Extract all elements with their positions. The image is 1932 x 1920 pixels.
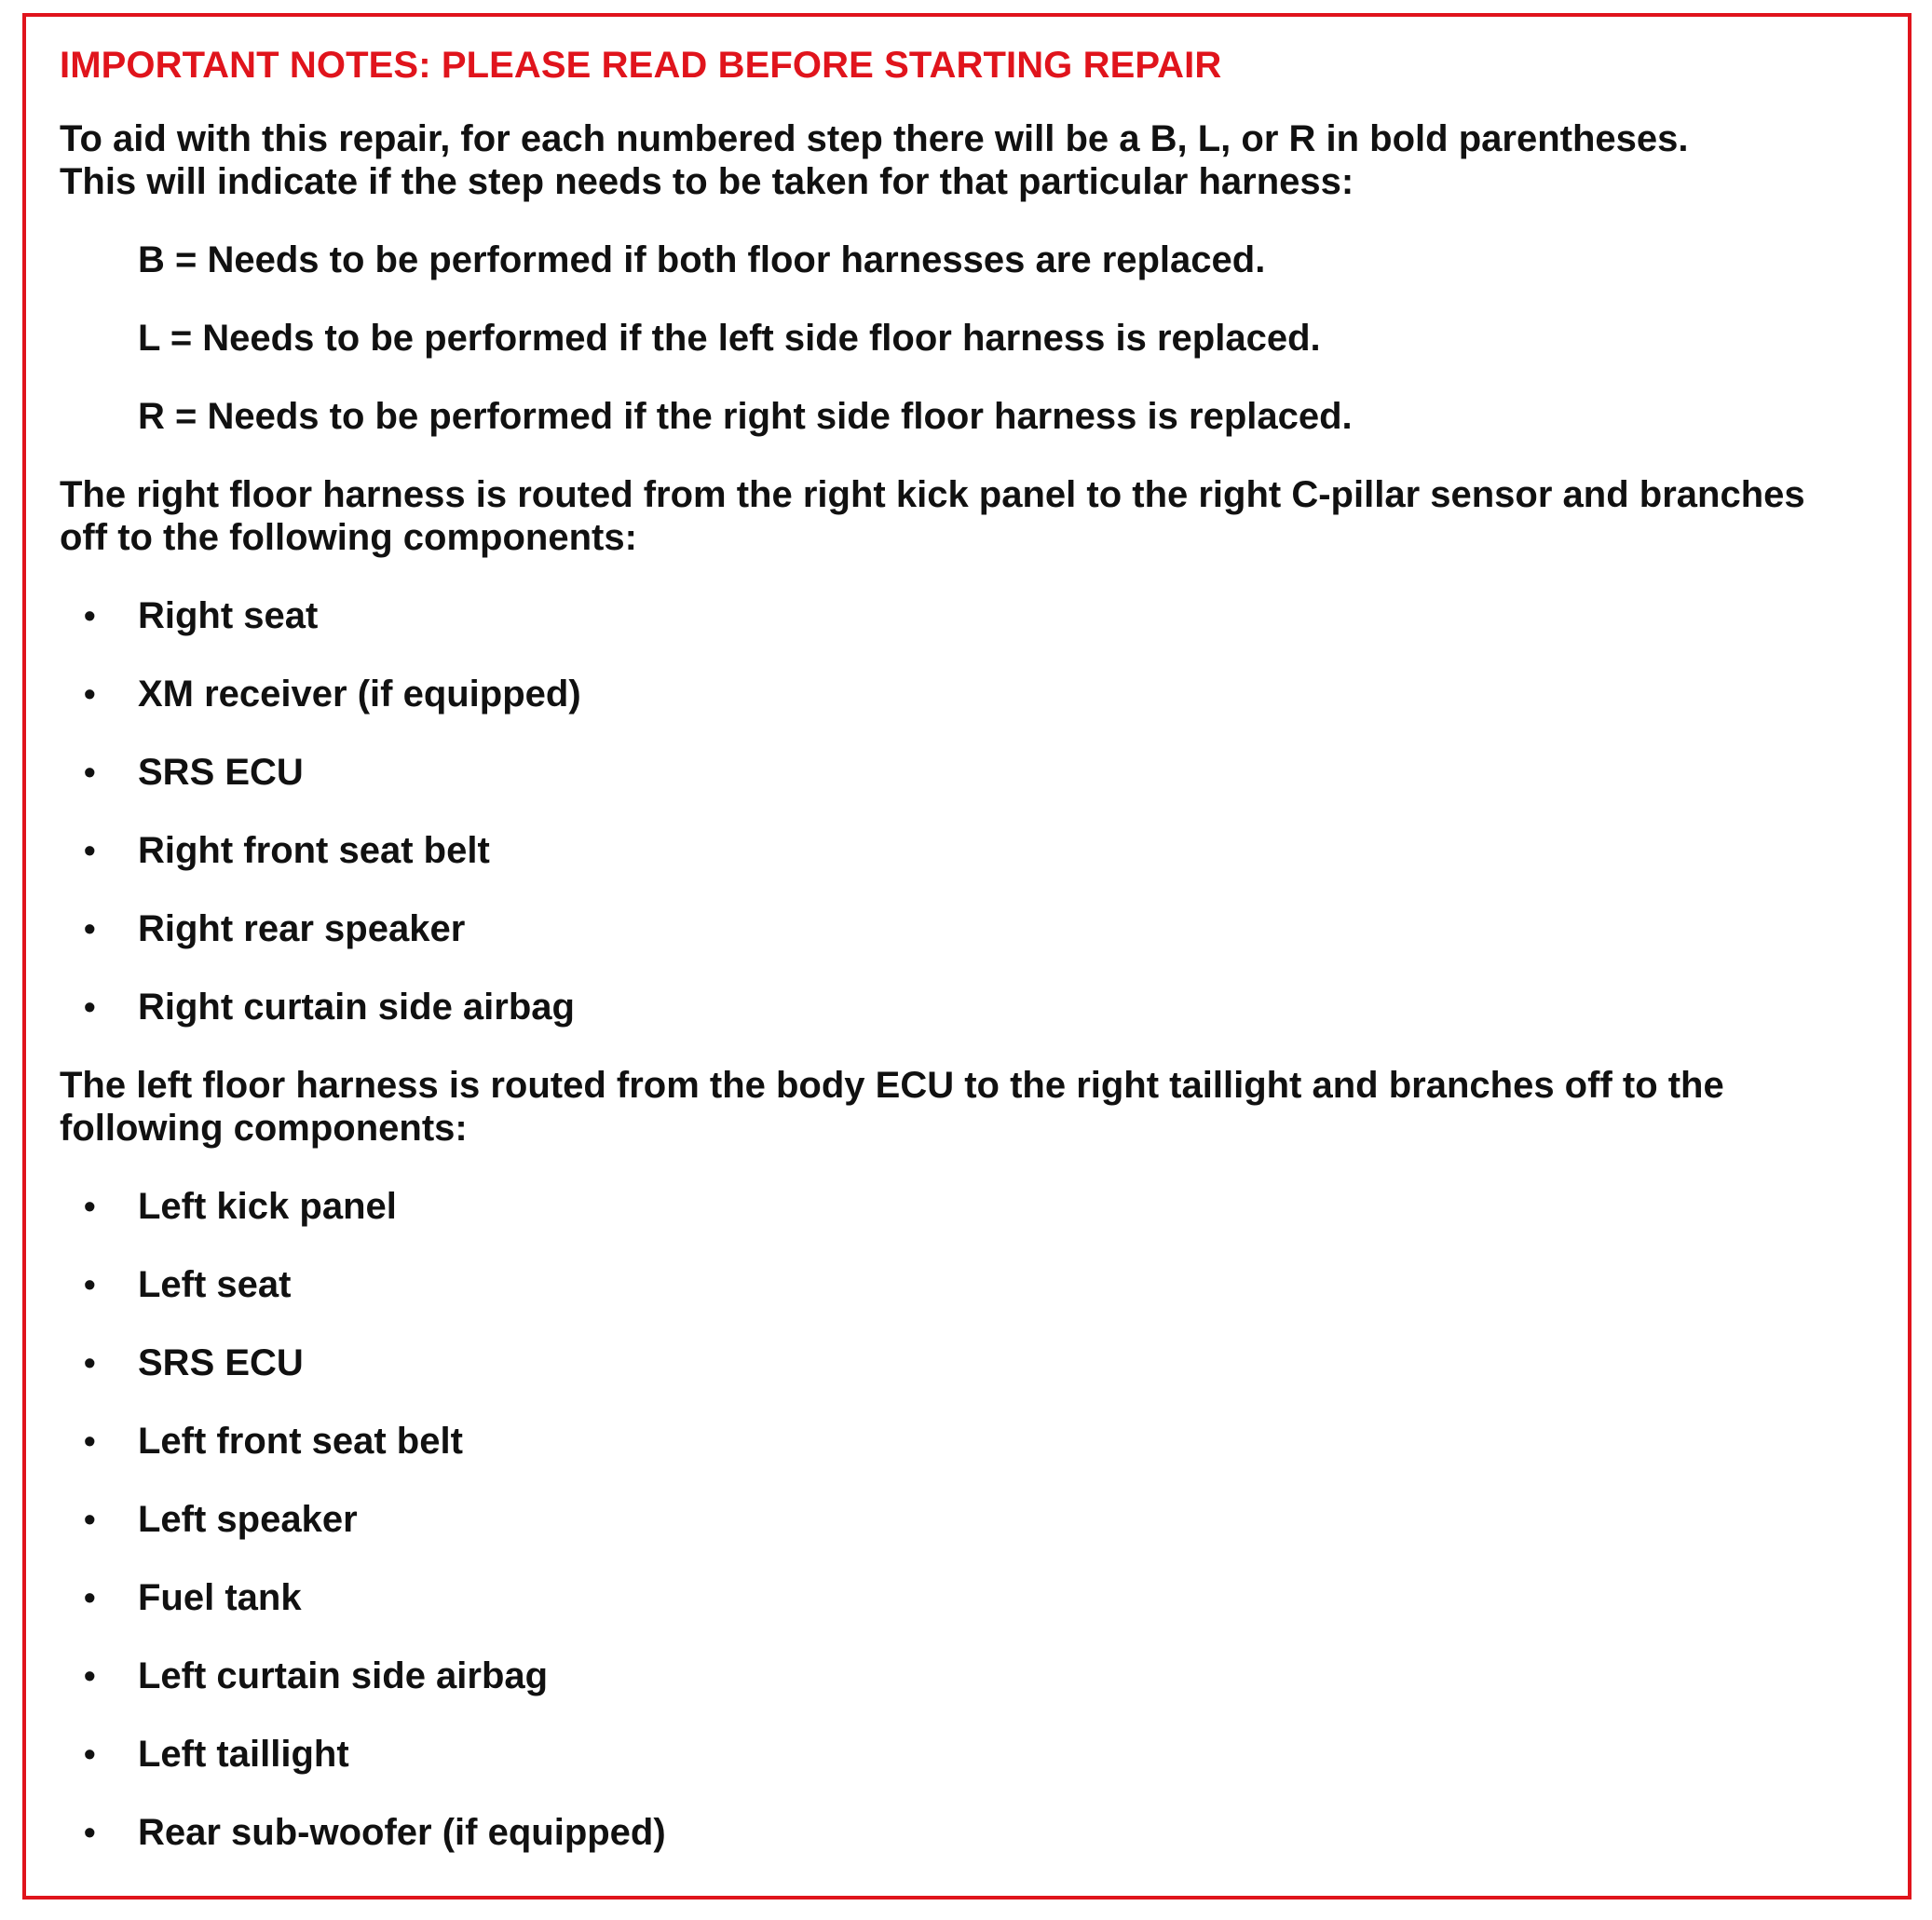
list-item-label: Right curtain side airbag [138,987,575,1028]
definition-r: R = Needs to be performed if the right side floor harness is replaced. [138,396,1353,437]
list-item [60,1733,1885,1776]
list-item-label: Fuel tank [138,1577,302,1618]
list-item [60,1498,1885,1541]
list-item-label: Left seat [138,1264,292,1305]
list-item [60,673,1885,715]
left-harness-list [60,1185,1885,1854]
bullet-icon: • [84,674,96,713]
notice-title: IMPORTANT NOTES: PLEASE READ BEFORE STARTING REPAIR [60,45,1222,86]
list-item [60,1185,1885,1228]
list-item [60,1811,1885,1854]
list-item-label: Left front seat belt [138,1421,463,1462]
bullet-icon: • [84,1500,96,1538]
intro-line-1: To aid with this repair, for each numbered step there will be a B, L, or R in bold parentheses. [60,118,1689,159]
list-item [60,1420,1885,1463]
definition-b: B = Needs to be performed if both floor harnesses are replaced. [138,239,1266,280]
notice-content [60,41,1885,1854]
list-item-label: Right front seat belt [138,830,490,871]
left-harness-line-2: following components: [60,1108,468,1149]
list-item-label: Rear sub-woofer (if equipped) [138,1812,666,1853]
list-item-label: SRS ECU [138,752,304,793]
bullet-icon: • [84,753,96,791]
bullet-icon: • [84,1343,96,1382]
list-item-label: SRS ECU [138,1342,304,1383]
list-item [60,1263,1885,1306]
list-item [60,594,1885,637]
list-item [60,751,1885,794]
list-item-label: Left kick panel [138,1186,397,1227]
right-harness-line-1: The right floor harness is routed from the right kick panel to the right C-pillar sensor and branches [60,474,1805,515]
intro-paragraph [60,117,1885,203]
list-item-label: Left curtain side airbag [138,1655,549,1696]
list-item [60,986,1885,1028]
list-item-label: XM receiver (if equipped) [138,674,581,715]
bullet-icon: • [84,909,96,947]
right-harness-paragraph [60,473,1885,559]
bullet-icon: • [84,1422,96,1460]
list-item [60,1341,1885,1384]
left-harness-paragraph [60,1064,1885,1150]
bullet-icon: • [84,596,96,634]
bullet-icon: • [84,1735,96,1773]
bullet-icon: • [84,1656,96,1695]
definition-l: L = Needs to be performed if the left side floor harness is replaced. [138,318,1321,359]
list-item [60,1654,1885,1697]
intro-line-2: This will indicate if the step needs to be taken for that particular harness: [60,161,1354,202]
list-item-label: Right seat [138,595,319,636]
bullet-icon: • [84,987,96,1026]
bullet-icon: • [84,1578,96,1616]
bullet-icon: • [84,1813,96,1851]
list-item-label: Right rear speaker [138,908,466,949]
bullet-icon: • [84,1187,96,1225]
list-item-label: Left taillight [138,1734,349,1775]
list-item-label: Left speaker [138,1499,358,1540]
right-harness-list [60,594,1885,1028]
left-harness-line-1: The left floor harness is routed from the body ECU to the right taillight and branches off to the [60,1065,1724,1106]
list-item [60,1576,1885,1619]
right-harness-line-2: off to the following components: [60,517,637,558]
bullet-icon: • [84,1265,96,1303]
bullet-icon: • [84,831,96,869]
list-item [60,829,1885,872]
list-item [60,907,1885,950]
